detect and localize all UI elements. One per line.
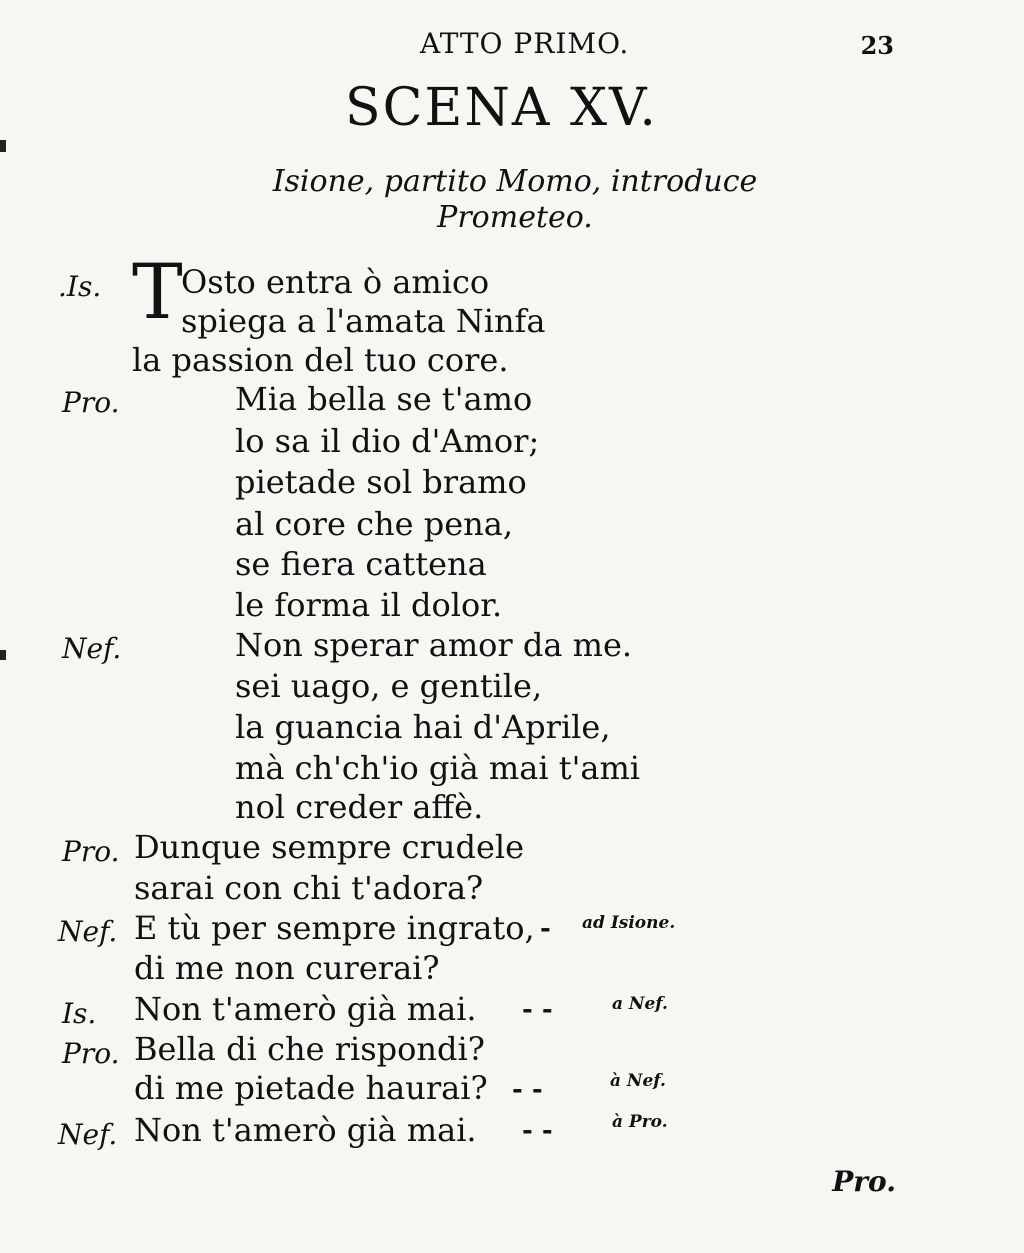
page-number: 23 [860,31,894,60]
stage-dash: - - [512,1075,543,1105]
verse-line: sarai con chi t'adora? [134,869,484,907]
stage-note: à Pro. [612,1112,668,1132]
verse-line: la passion del tuo core. [132,341,509,379]
verse-line: se fiera cattena [235,545,487,583]
stage-note: ad Isione. [582,913,676,933]
speaker-label: .Is. [58,270,102,303]
stage-dash: - [540,914,551,944]
speaker-label: Pro. [62,835,120,868]
verse-line: pietade sol bramo [235,463,527,501]
verse-line: Bella di che rispondi? [134,1030,485,1068]
speaker-label: Nef. [58,1118,118,1151]
verse-line: E tù per sempre ingrato, [134,909,535,947]
verse-line: la guancia hai d'Aprile, [235,708,611,746]
verse-line: di me non curerai? [134,949,440,987]
drop-cap: T [132,247,183,336]
stage-direction-line: Isione, partito Momo, introduce [272,164,758,199]
speaker-label: Nef. [58,915,118,948]
verse-line: Osto entra ò amico [181,263,490,301]
verse-line: Non sperar amor da me. [235,626,633,664]
running-header: ATTO PRIMO. [420,27,630,60]
stage-dash: - - [522,1116,553,1146]
stage-dash: - - [522,995,553,1025]
verse-line: Mia bella se t'amo [235,380,533,418]
speaker-label: Pro. [62,386,120,419]
verse-line: sei uago, e gentile, [235,667,543,705]
verse-line: Non t'amerò già mai. [134,1111,477,1149]
verse-line: Dunque sempre crudele [134,828,525,866]
verse-line: di me pietade haurai? [134,1069,488,1107]
verse-line: nol creder affè. [235,788,484,826]
verse-line: lo sa il dio d'Amor; [235,422,540,460]
scene-title: SCENA XV. [345,78,658,138]
stage-direction-line: Prometeo. [437,200,593,235]
verse-line: le forma il dolor. [235,586,503,624]
speaker-label: Pro. [62,1037,120,1070]
verse-line: Non t'amerò già mai. [134,990,477,1028]
verse-line: spiega a l'amata Ninfa [181,302,546,340]
verse-line: mà ch'ch'io già mai t'ami [235,749,641,787]
verse-line: al core che pena, [235,505,513,543]
stage-note: a Nef. [612,994,668,1014]
speaker-label: Nef. [62,632,122,665]
stage-note: à Nef. [610,1071,666,1091]
speaker-label: Is. [62,997,97,1030]
catchword: Pro. [832,1165,896,1198]
